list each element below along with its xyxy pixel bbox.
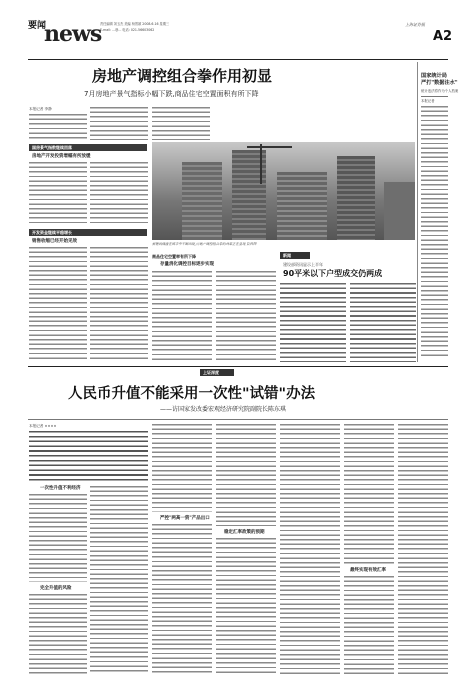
mid-col2 [216,271,276,362]
feature-col7 [398,424,448,674]
feature-sub-rule [28,419,448,420]
sidebar-title-line1: 国家统计局 [421,73,447,79]
photo-building [337,156,375,240]
feature-headline: 人民币升值不能采用一次性"试错"办法 [68,386,316,402]
paper-name: 上海证券报 [405,22,425,27]
feature-col3-b [152,524,212,674]
news-col1 [280,283,346,362]
feature-subhead: ——访国家发改委宏观经济研究院副院长陈东琪 [160,406,287,413]
news-kicker: 建设部资讯显示上半年 [283,262,323,267]
left-top-col1 [29,162,87,224]
feature-col2 [90,486,148,674]
feature-sub-mid-2: 稳定汇率政策的预期 [224,530,265,535]
page-number: A2 [433,29,453,44]
lead-intro-col3 [152,107,210,140]
masthead-logo-char: 要闻 [28,21,47,31]
left-mid-col2 [90,247,148,362]
photo-building [384,182,415,240]
lead-intro-col1 [29,114,87,140]
lead-photo [152,142,415,240]
masthead-meta-line1: 责任编辑 刘玉杰 美编 杨景颖 2008.6.16 星期三 [100,22,170,26]
masthead [0,0,463,62]
masthead-rule [28,59,448,60]
photo-crane [247,146,292,148]
photo-building [182,162,222,240]
feature-col4-b [216,538,276,674]
sidebar-body [421,106,448,358]
left-top-subhead: 房地产开发投资增幅有所放缓 [32,154,91,159]
sidebar-byline: 本报记者 [421,99,435,103]
left-mid-label: 开发资金继续平稳增长 [29,229,147,236]
feature-col3-a [152,424,212,512]
feature-sub-left-2: 完全升值的风险 [40,586,72,591]
masthead-meta-line2: E-mail: ...@... 电话: 021-56603062 [100,28,155,32]
feature-col6-b [344,576,394,674]
feature-sub-right: 最终实现有效汇率 [350,568,386,573]
feature-col1-b [29,594,87,674]
feature-byline: 本报记者 ×××× [29,424,57,428]
feature-col4-a [216,424,276,526]
sidebar-divider [417,62,418,362]
feature-col6-a [344,424,394,564]
feature-top-rule [28,366,448,367]
lead-byline: 本报记者 李静 [29,107,52,111]
photo-crane [260,144,262,184]
news-label-text: 新闻 [283,253,291,258]
lead-headline: 房地产调控组合拳作用初显 [92,67,273,85]
mid-label: 商品住宅空置率有所下降 [152,254,196,259]
left-mid-col1 [29,247,87,362]
masthead-logo-latin: news [44,21,102,47]
lead-intro-col2 [90,107,148,140]
feature-col1-a [29,494,87,582]
sidebar-title-line2: 严打"数据注水" [421,80,458,86]
feature-sub-left-1: 一次性升值不利经济 [40,486,81,491]
feature-intro [29,431,148,481]
feature-label-text: 上证深度 [203,370,219,375]
sidebar-subtitle: 统计违法将作为个人档案 [421,89,459,93]
mid-subhead: 存量消化调控目标逐步实现 [160,262,214,267]
photo-caption: 新建的楼盘在城市中不断出现,房地产调控组合拳的效果正在显现 资料图 [152,242,257,246]
left-top-label: 国房景气指数继续回落 [29,144,147,151]
sidebar-rule [421,96,448,97]
news-col2 [350,283,416,362]
left-mid-subhead: 销售收缩已经开始见效 [32,239,77,244]
photo-building [277,172,327,240]
lead-subhead: 7月房地产景气指标小幅下跌,商品住宅空置面积有所下降 [84,90,259,98]
news-headline: 90平米以下户型成交仍两成 [283,269,383,278]
feature-label [200,369,234,376]
feature-sub-mid-1: 严控"两高一资"产品出口 [160,516,210,521]
news-label [280,252,310,259]
feature-col5 [280,424,340,674]
mid-col1 [152,271,212,362]
left-top-col2 [90,162,148,224]
